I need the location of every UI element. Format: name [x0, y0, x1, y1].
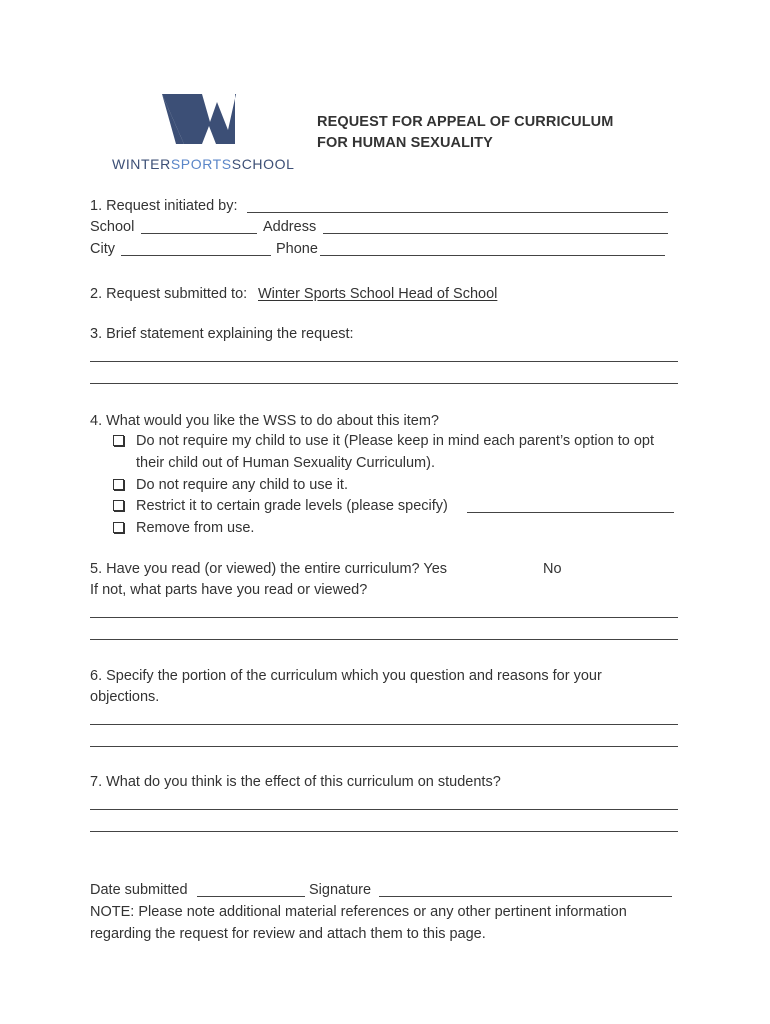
q5-no-option[interactable]: No: [543, 561, 562, 577]
city-field[interactable]: [121, 255, 271, 256]
q7-answer-line-1[interactable]: [90, 809, 678, 810]
q5-followup: If not, what parts have you read or viewed?: [90, 582, 368, 598]
q3-label: 3. Brief statement explaining the request:: [90, 326, 354, 342]
option-label-1: Do not require my child to use it (Please keep in mind each parent’s option to opt: [136, 433, 654, 449]
q2-label: 2. Request submitted to:: [90, 286, 248, 302]
q5-answer-line-1[interactable]: [90, 617, 678, 618]
logo-wordmark: [112, 156, 294, 172]
option-label-4: Remove from use.: [136, 520, 255, 536]
requester-name-field[interactable]: [247, 212, 668, 213]
date-submitted-field[interactable]: [197, 896, 305, 897]
option-checkbox-3[interactable]: [113, 500, 124, 511]
option-checkbox-2[interactable]: [113, 479, 124, 490]
q7-answer-line-2[interactable]: [90, 831, 678, 832]
submitted-to-value: Winter Sports School Head of School: [258, 286, 498, 302]
signature-field[interactable]: [379, 896, 672, 897]
q1-label: 1. Request initiated by:: [90, 198, 238, 214]
q6-label: 6. Specify the portion of the curriculum which you question and reasons for your: [90, 668, 602, 684]
signature-label: Signature: [309, 882, 372, 898]
q6-label-continued: objections.: [90, 689, 160, 705]
date-submitted-label: Date submitted: [90, 882, 188, 898]
address-field[interactable]: [323, 233, 668, 234]
q6-answer-line-1[interactable]: [90, 724, 678, 725]
grade-levels-field[interactable]: [467, 512, 674, 513]
note-line-1: NOTE: Please note additional material references or any other pertinent information: [90, 904, 627, 920]
option-checkbox-1[interactable]: [113, 435, 124, 446]
q5-answer-line-2[interactable]: [90, 639, 678, 640]
phone-field[interactable]: [320, 255, 665, 256]
option-label-2: Do not require any child to use it.: [136, 477, 348, 493]
school-field[interactable]: [141, 233, 257, 234]
q3-answer-line-2[interactable]: [90, 383, 678, 384]
logo-text-school: SCHOOL: [231, 156, 295, 172]
form-title-line-1: REQUEST FOR APPEAL OF CURRICULUM: [317, 114, 614, 130]
q5-label: 5. Have you read (or viewed) the entire curriculum? Yes: [90, 561, 448, 577]
phone-label: Phone: [276, 241, 318, 257]
logo-text-sports: SPORTS: [170, 156, 232, 172]
note-line-2: regarding the request for review and attach them to this page.: [90, 926, 486, 942]
school-label: School: [90, 219, 135, 235]
address-label: Address: [263, 219, 317, 235]
q6-answer-line-2[interactable]: [90, 746, 678, 747]
option-checkbox-4[interactable]: [113, 522, 124, 533]
q3-answer-line-1[interactable]: [90, 361, 678, 362]
city-label: City: [90, 241, 115, 257]
q7-label: 7. What do you think is the effect of this curriculum on students?: [90, 774, 501, 790]
option-label-1-continued: their child out of Human Sexuality Curriculum).: [136, 455, 435, 471]
form-title-line-2: FOR HUMAN SEXUALITY: [317, 135, 493, 151]
q4-label: 4. What would you like the WSS to do about this item?: [90, 413, 439, 429]
option-label-3: Restrict it to certain grade levels (please specify): [136, 498, 448, 514]
logo-text-winter: WINTER: [112, 156, 171, 172]
